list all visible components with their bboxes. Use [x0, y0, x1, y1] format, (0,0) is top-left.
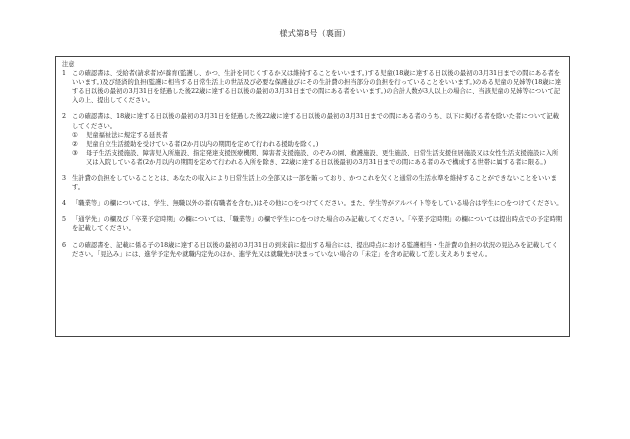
exclusion-text: 児童自立生活援助を受けている者(2か月以内の期間を定めて行われる援助を除く。)	[86, 140, 319, 148]
exclusion-text: 母子生活支援施設、障害児入所施設、指定発達支援医療機関、障害者支援施設、のぞみの園、救護施設、更生施設、日常生活支援住居施設又は女性生活支援施設に入所又は入院している者(2か月以内の期間を定めて行われる入所を除き、22歳に達する日以後最初の3月31日までの間にある者のみで構成する世帯に属する者に限る。)	[86, 149, 559, 166]
exclusion-number: ②	[72, 140, 78, 148]
exclusion-item-3	[72, 149, 563, 167]
form-title: 様式第8号（裏面）	[279, 29, 351, 38]
note-body	[72, 112, 563, 167]
note-number: 3	[62, 175, 67, 183]
note-item-2	[62, 112, 563, 167]
note-number: 6	[62, 241, 67, 249]
note-text: この確認書を、記載に係る子の18歳に達する日以後の最初の3月31日の到来前に提出する場合には、提出時点における監護相当・生計費の負担の状況の見込みを記載してください。「見込み」には、進学予定先や就職内定先のほか、進学先又は就職先が決まっていない場合の「未定」を含め記載して差し支えありません。	[72, 241, 559, 258]
note-text: 「職業等」の欄については、学生、無職以外の者(有職者を含む。)はその他に○をつけてください。また、学生等がアルバイト等をしている場合は学生に○をつけてください。	[72, 200, 563, 208]
note-text: 「通学先」の欄及び「卒業予定時期」の欄については、「職業等」の欄で学生に○をつけた場合のみ記載してください。「卒業予定時期」の欄については提出時点での予定時期を記載してください。	[72, 216, 563, 233]
notes-box	[55, 56, 570, 337]
note-item-3	[62, 174, 563, 192]
note-item-1	[62, 69, 563, 105]
exclusion-item-1	[72, 131, 563, 140]
exclusion-number: ①	[72, 131, 78, 139]
note-number: 2	[62, 113, 67, 121]
note-item-6	[62, 241, 563, 259]
note-text: この確認書は、受給者(請求者)が養育(監護し、かつ、生計を同じくするか又は維持することをいいます。)する児童(18歳に達する日以後の最初の3月31日までの間にある者をいいます。)及び経済的負担(監護に相当する日常生活上の世話及び必要な保護並びにその生計費の担当部分の負担を行っていることをいいます。)のある児童の兄姉等(18歳に達する日以後の最初の3月31日を経過した後22歳に達する日以後の最初の3月31日までの間にある者をいいます。)の合計人数が3人以上の場合に、当該児童の兄姉等について記入の上、提出してください。	[72, 70, 562, 105]
note-item-5	[62, 215, 563, 233]
note-text: この確認書は、18歳に達する日以後の最初の3月31日を経過した後22歳に達する日以後の最初の3月31日までの間にある者のうち、以下に掲げる者を除いた者について記載してください。	[72, 113, 560, 130]
exclusion-number: ③	[72, 149, 78, 157]
note-number: 4	[62, 200, 67, 208]
note-number: 5	[62, 216, 67, 224]
note-text: 生計費の負担をしていることとは、あなたの収入により日常生活上の全部又は一部を賄っており、かつこれを欠くと通常の生活水準を維持することができないことをいいます。	[72, 175, 557, 192]
note-number: 1	[62, 70, 67, 78]
exclusion-text: 児童福祉法に規定する延長者	[86, 131, 168, 139]
notes-heading: 注意	[62, 61, 75, 68]
exclusion-item-2	[72, 140, 563, 149]
note-item-4	[62, 199, 563, 208]
